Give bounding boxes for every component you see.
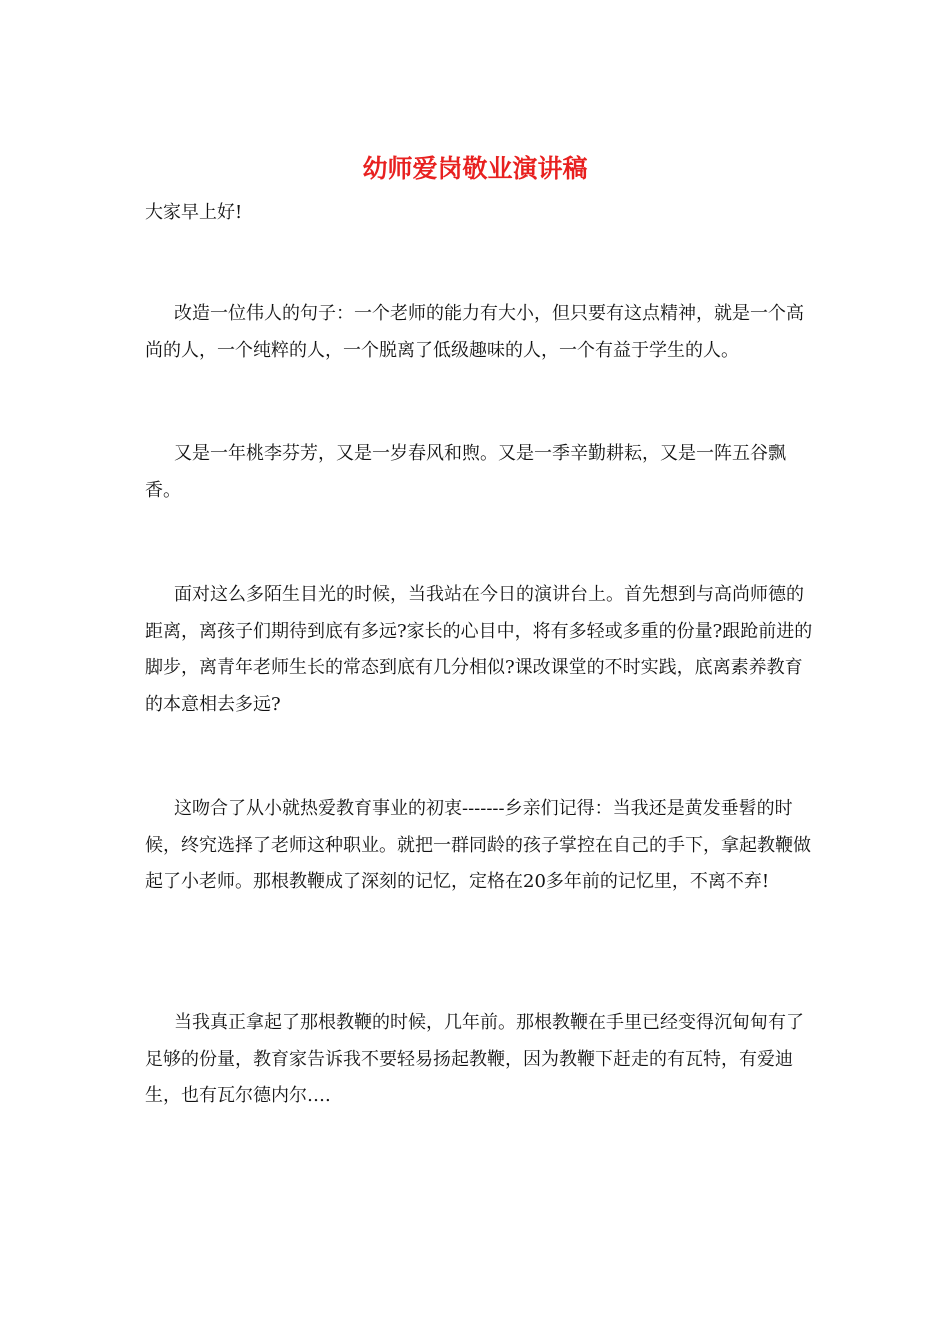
paragraph: 当我真正拿起了那根教鞭的时候，几年前。那根教鞭在手里已经变得沉甸甸有了足够的份量，教育家告诉我不要轻易扬起教鞭，因为教鞭下赶走的有瓦特，有爱迪生，也有瓦尔德内尔….	[145, 1012, 804, 1106]
document-title: 幼师爱岗敬业演讲稿	[362, 154, 588, 183]
paragraph: 改造一位伟人的句子：一个老师的能力有大小，但只要有这点精神，就是一个高尚的人，一个纯粹的人，一个脱离了低级趣味的人，一个有益于学生的人。	[145, 303, 804, 361]
paragraph: 又是一年桃李芬芳，又是一岁春风和煦。又是一季辛勤耕耘，又是一阵五谷飘香。	[145, 443, 786, 501]
greeting-line: 大家早上好!	[145, 202, 243, 223]
paragraph: 这吻合了从小就热爱教育事业的初衷-------乡亲们记得：当我还是黄发垂髫的时候，终究选择了老师这种职业。就把一群同龄的孩子掌控在自己的手下，拿起教鞭做起了小老师。那根教鞭成了深刻的记忆，定格在20多年前的记忆里，不离不弃!	[145, 798, 811, 892]
paragraph: 面对这么多陌生目光的时候，当我站在今日的演讲台上。首先想到与高尚师德的距离，离孩子们期待到底有多远?家长的心目中，将有多轻或多重的份量?跟跄前进的脚步，离青年老师生长的常态到底有几分相似?课改课堂的不时实践，底离素养教育的本意相去多远?	[145, 584, 813, 715]
